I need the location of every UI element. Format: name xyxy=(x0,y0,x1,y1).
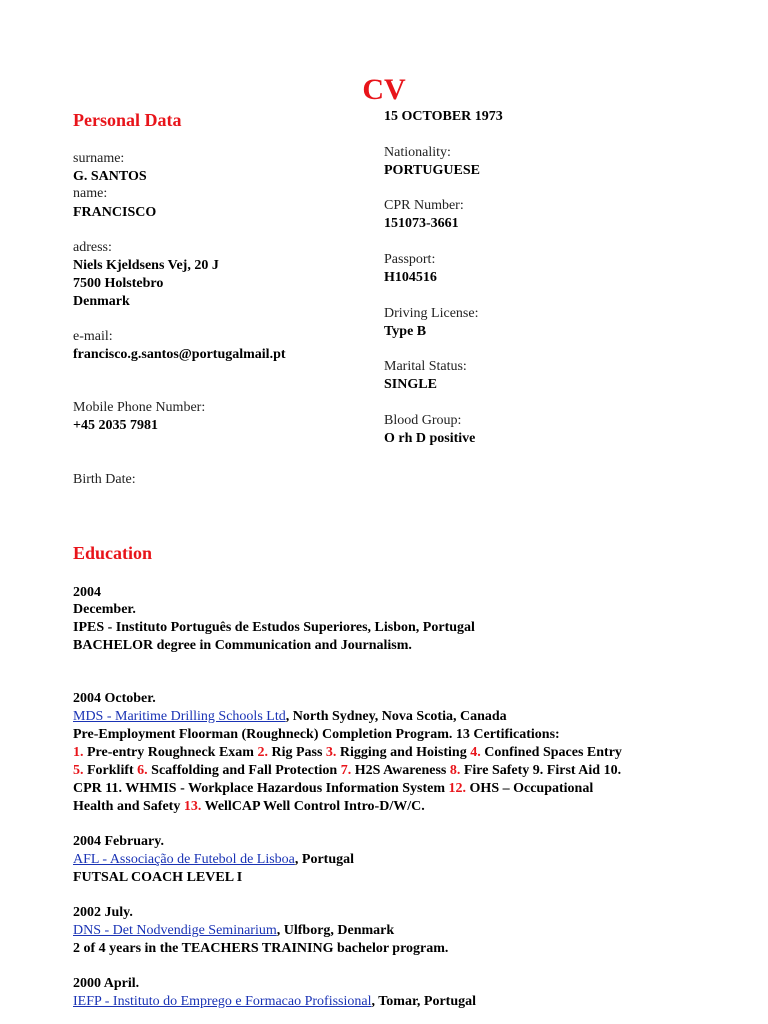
cv-title: CV xyxy=(362,73,406,106)
cert-item: Rig Pass xyxy=(267,745,326,760)
cert-number: 8. xyxy=(449,763,461,778)
edu5-date: 2000 April. xyxy=(73,976,140,991)
education-heading: Education xyxy=(73,543,153,563)
cert-item: Scaffolding and Fall Protection xyxy=(147,763,341,778)
cert-item: Fire Safety 9. First Aid 10. xyxy=(460,763,622,778)
dns-link[interactable]: DNS - Det Nodvendige Seminarium xyxy=(73,923,277,938)
birth-date-value: 15 OCTOBER 1973 xyxy=(384,109,503,124)
cert-number: 2. xyxy=(257,745,268,760)
driving-license-label: Driving License: xyxy=(384,306,479,321)
cert-item: WellCAP Well Control Intro-D/W/C. xyxy=(201,799,425,814)
edu4-location: , Ulfborg, Denmark xyxy=(276,923,395,938)
edu4-date: 2002 July. xyxy=(73,905,133,920)
cert-number: 5. xyxy=(73,763,84,778)
cpr-label: CPR Number: xyxy=(384,198,464,213)
address-label: adress: xyxy=(73,240,112,255)
passport-value: H104516 xyxy=(384,270,437,285)
edu3-detail: FUTSAL COACH LEVEL I xyxy=(73,870,243,885)
surname-value: G. SANTOS xyxy=(73,169,147,184)
surname-label: surname: xyxy=(73,151,125,166)
edu1-month: December. xyxy=(73,602,136,617)
phone-label: Mobile Phone Number: xyxy=(73,400,206,415)
cert-number: 6. xyxy=(137,763,148,778)
marital-status-label: Marital Status: xyxy=(384,359,467,374)
cpr-value: 151073-3661 xyxy=(384,216,459,231)
edu1-year: 2004 xyxy=(73,585,101,600)
nationality-label: Nationality: xyxy=(384,145,451,160)
address-line-2: 7500 Holstebro xyxy=(73,276,164,291)
address-line-1: Niels Kjeldsens Vej, 20 J xyxy=(73,258,219,273)
edu2-cert-line-2 xyxy=(73,762,621,780)
edu2-location: , North Sydney, Nova Scotia, Canada xyxy=(285,709,507,724)
email-label: e-mail: xyxy=(73,329,113,344)
edu3-date: 2004 February. xyxy=(73,834,164,849)
edu4-institution-line xyxy=(73,922,394,940)
name-value: FRANCISCO xyxy=(73,205,157,220)
edu3-institution-line xyxy=(73,851,354,869)
cert-item: CPR 11. WHMIS - Workplace Hazardous Information System xyxy=(73,781,449,796)
edu2-program: Pre-Employment Floorman (Roughneck) Completion Program. 13 Certifications: xyxy=(73,727,560,742)
blood-group-value: O rh D positive xyxy=(384,431,476,446)
cert-item: Health and Safety xyxy=(73,799,184,814)
name-label: name: xyxy=(73,186,108,201)
cert-number: 3. xyxy=(325,745,337,760)
cert-item: H2S Awareness xyxy=(351,763,450,778)
personal-data-heading: Personal Data xyxy=(73,110,182,130)
edu2-date: 2004 October. xyxy=(73,691,156,706)
cert-item: Forklift xyxy=(83,763,138,778)
email-value: francisco.g.santos@portugalmail.pt xyxy=(73,347,286,362)
nationality-value: PORTUGUESE xyxy=(384,163,480,178)
edu2-cert-line-4 xyxy=(73,798,425,816)
edu1-institution: IPES - Instituto Português de Estudos Superiores, Lisbon, Portugal xyxy=(73,620,475,635)
edu4-detail: 2 of 4 years in the TEACHERS TRAINING bachelor program. xyxy=(73,941,449,956)
cert-item: Pre-entry Roughneck Exam xyxy=(83,745,258,760)
cert-item: Rigging and Hoisting xyxy=(336,745,471,760)
afl-link[interactable]: AFL - Associação de Futebol de Lisboa xyxy=(73,852,295,867)
cert-number: 1. xyxy=(73,745,84,760)
address-line-3: Denmark xyxy=(73,294,130,309)
passport-label: Passport: xyxy=(384,252,436,267)
cert-number: 7. xyxy=(340,763,352,778)
edu5-location: , Tomar, Portugal xyxy=(371,994,476,1009)
cert-number: 4. xyxy=(470,745,481,760)
edu3-location: , Portugal xyxy=(294,852,354,867)
blood-group-label: Blood Group: xyxy=(384,413,462,428)
cert-item: OHS – Occupational xyxy=(466,781,594,796)
birth-date-label: Birth Date: xyxy=(73,472,136,487)
iefp-link[interactable]: IEFP - Instituto do Emprego e Formacao Profissional xyxy=(73,994,372,1009)
edu2-cert-line-1 xyxy=(73,744,622,762)
edu1-degree: BACHELOR degree in Communication and Journalism. xyxy=(73,638,412,653)
cert-item: Confined Spaces Entry xyxy=(480,745,622,760)
marital-status-value: SINGLE xyxy=(384,377,437,392)
driving-license-value: Type B xyxy=(384,324,427,339)
edu2-institution-line xyxy=(73,708,507,726)
mds-link[interactable]: MDS - Maritime Drilling Schools Ltd xyxy=(73,709,286,724)
edu5-institution-line xyxy=(73,993,476,1011)
phone-value: +45 2035 7981 xyxy=(73,418,158,433)
cert-number: 13. xyxy=(183,799,202,814)
cert-number: 12. xyxy=(448,781,467,796)
edu2-cert-line-3 xyxy=(73,780,593,798)
